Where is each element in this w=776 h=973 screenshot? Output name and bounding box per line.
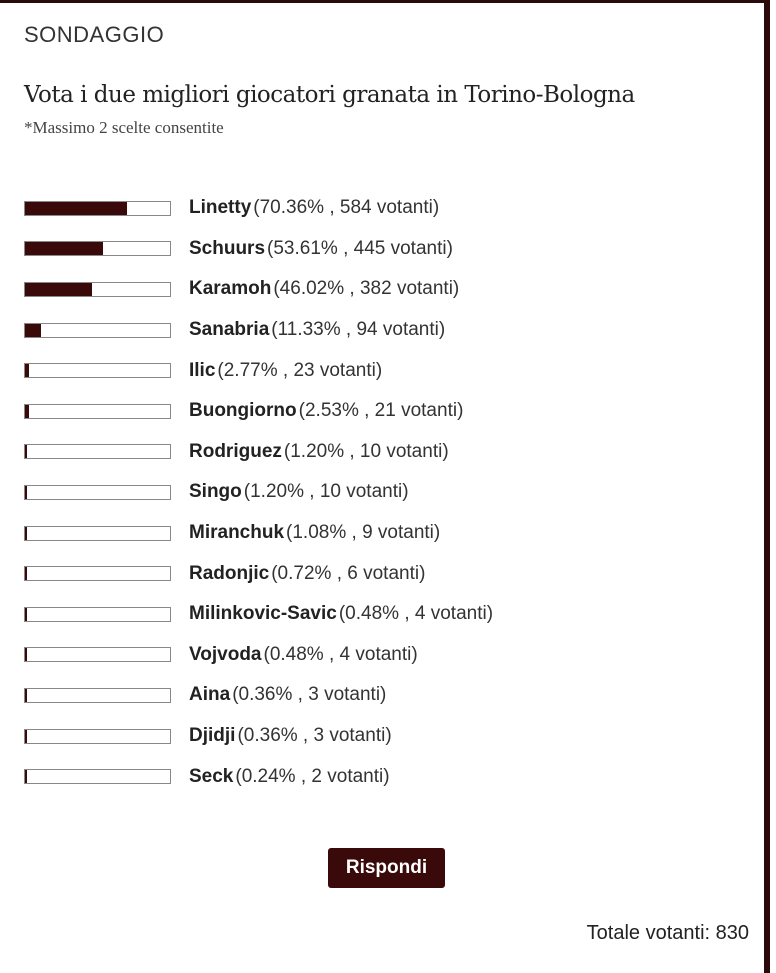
result-bar <box>24 485 171 500</box>
option-name: Linetty <box>189 197 252 219</box>
result-bar <box>24 201 171 216</box>
poll-option[interactable] <box>24 635 493 676</box>
poll-option[interactable] <box>24 269 493 310</box>
result-bar-fill <box>25 283 92 296</box>
poll-option[interactable] <box>24 716 493 757</box>
poll-option[interactable] <box>24 553 493 594</box>
option-name: Buongiorno <box>189 400 297 422</box>
result-bar <box>24 566 171 581</box>
result-bar <box>24 769 171 784</box>
poll-option[interactable] <box>24 675 493 716</box>
total-voters: Totale votanti: 830 <box>586 922 749 944</box>
option-name: Radonjic <box>189 562 270 584</box>
option-stats: (0.36% , 3 votanti) <box>237 725 392 747</box>
option-stats: (2.53% , 21 votanti) <box>298 400 464 422</box>
option-name: Singo <box>189 481 242 503</box>
result-bar-fill <box>25 689 27 702</box>
result-bar-fill <box>25 445 27 458</box>
option-stats: (70.36% , 584 votanti) <box>253 197 440 219</box>
poll-note: *Massimo 2 scelte consentite <box>24 118 224 137</box>
result-bar <box>24 323 171 338</box>
option-stats: (53.61% , 445 votanti) <box>267 237 453 259</box>
option-name: Schuurs <box>189 237 266 259</box>
result-bar-fill <box>25 648 27 661</box>
option-stats: (0.48% , 4 votanti) <box>338 603 494 625</box>
option-name: Ilic <box>189 359 216 381</box>
result-bar-fill <box>25 567 27 580</box>
option-name: Karamoh <box>189 278 272 300</box>
option-name: Vojvoda <box>189 643 262 665</box>
option-stats: (1.20% , 10 votanti) <box>283 440 449 462</box>
result-bar-fill <box>25 202 127 215</box>
result-bar <box>24 444 171 459</box>
result-bar <box>24 526 171 541</box>
result-bar-fill <box>25 242 103 255</box>
option-name: Miranchuk <box>189 522 285 544</box>
result-bar-fill <box>25 770 27 783</box>
poll-label: SONDAGGIO <box>24 22 165 47</box>
result-bar-fill <box>25 730 27 743</box>
poll-option[interactable] <box>24 229 493 270</box>
result-bar <box>24 363 171 378</box>
option-name: Djidji <box>189 725 236 747</box>
result-bar-fill <box>25 364 29 377</box>
result-bar <box>24 282 171 297</box>
option-name: Milinkovic-Savic <box>189 603 337 625</box>
poll-option[interactable] <box>24 594 493 635</box>
result-bar <box>24 729 171 744</box>
option-stats: (1.08% , 9 votanti) <box>286 522 441 544</box>
option-stats: (0.24% , 2 votanti) <box>235 765 390 787</box>
option-stats: (2.77% , 23 votanti) <box>217 359 383 381</box>
result-bar-fill <box>25 608 27 621</box>
poll-option[interactable] <box>24 188 493 229</box>
result-bar-fill <box>25 324 41 337</box>
option-stats: (0.36% , 3 votanti) <box>232 684 387 706</box>
poll-option[interactable] <box>24 391 493 432</box>
result-bar <box>24 607 171 622</box>
poll-option[interactable] <box>24 432 493 473</box>
result-bar-fill <box>25 486 27 499</box>
option-stats: (46.02% , 382 votanti) <box>273 278 460 300</box>
option-name: Aina <box>189 684 231 706</box>
option-stats: (0.72% , 6 votanti) <box>271 562 426 584</box>
option-name: Rodriguez <box>189 440 282 462</box>
result-bar <box>24 241 171 256</box>
poll-option[interactable] <box>24 350 493 391</box>
poll-options <box>24 188 493 797</box>
result-bar <box>24 688 171 703</box>
option-stats: (1.20% , 10 votanti) <box>243 481 409 503</box>
result-bar-fill <box>25 527 27 540</box>
option-name: Sanabria <box>189 319 270 341</box>
option-stats: (11.33% , 94 votanti) <box>271 319 446 341</box>
poll-option[interactable] <box>24 472 493 513</box>
submit-button[interactable]: Rispondi <box>328 848 445 888</box>
result-bar <box>24 647 171 662</box>
option-name: Seck <box>189 765 234 787</box>
poll-option[interactable] <box>24 756 493 797</box>
poll-question: Vota i due migliori giocatori granata in Torino-Bologna <box>24 82 635 108</box>
option-stats: (0.48% , 4 votanti) <box>263 643 418 665</box>
result-bar-fill <box>25 405 29 418</box>
poll-option[interactable] <box>24 310 493 351</box>
result-bar <box>24 404 171 419</box>
poll-option[interactable] <box>24 513 493 554</box>
